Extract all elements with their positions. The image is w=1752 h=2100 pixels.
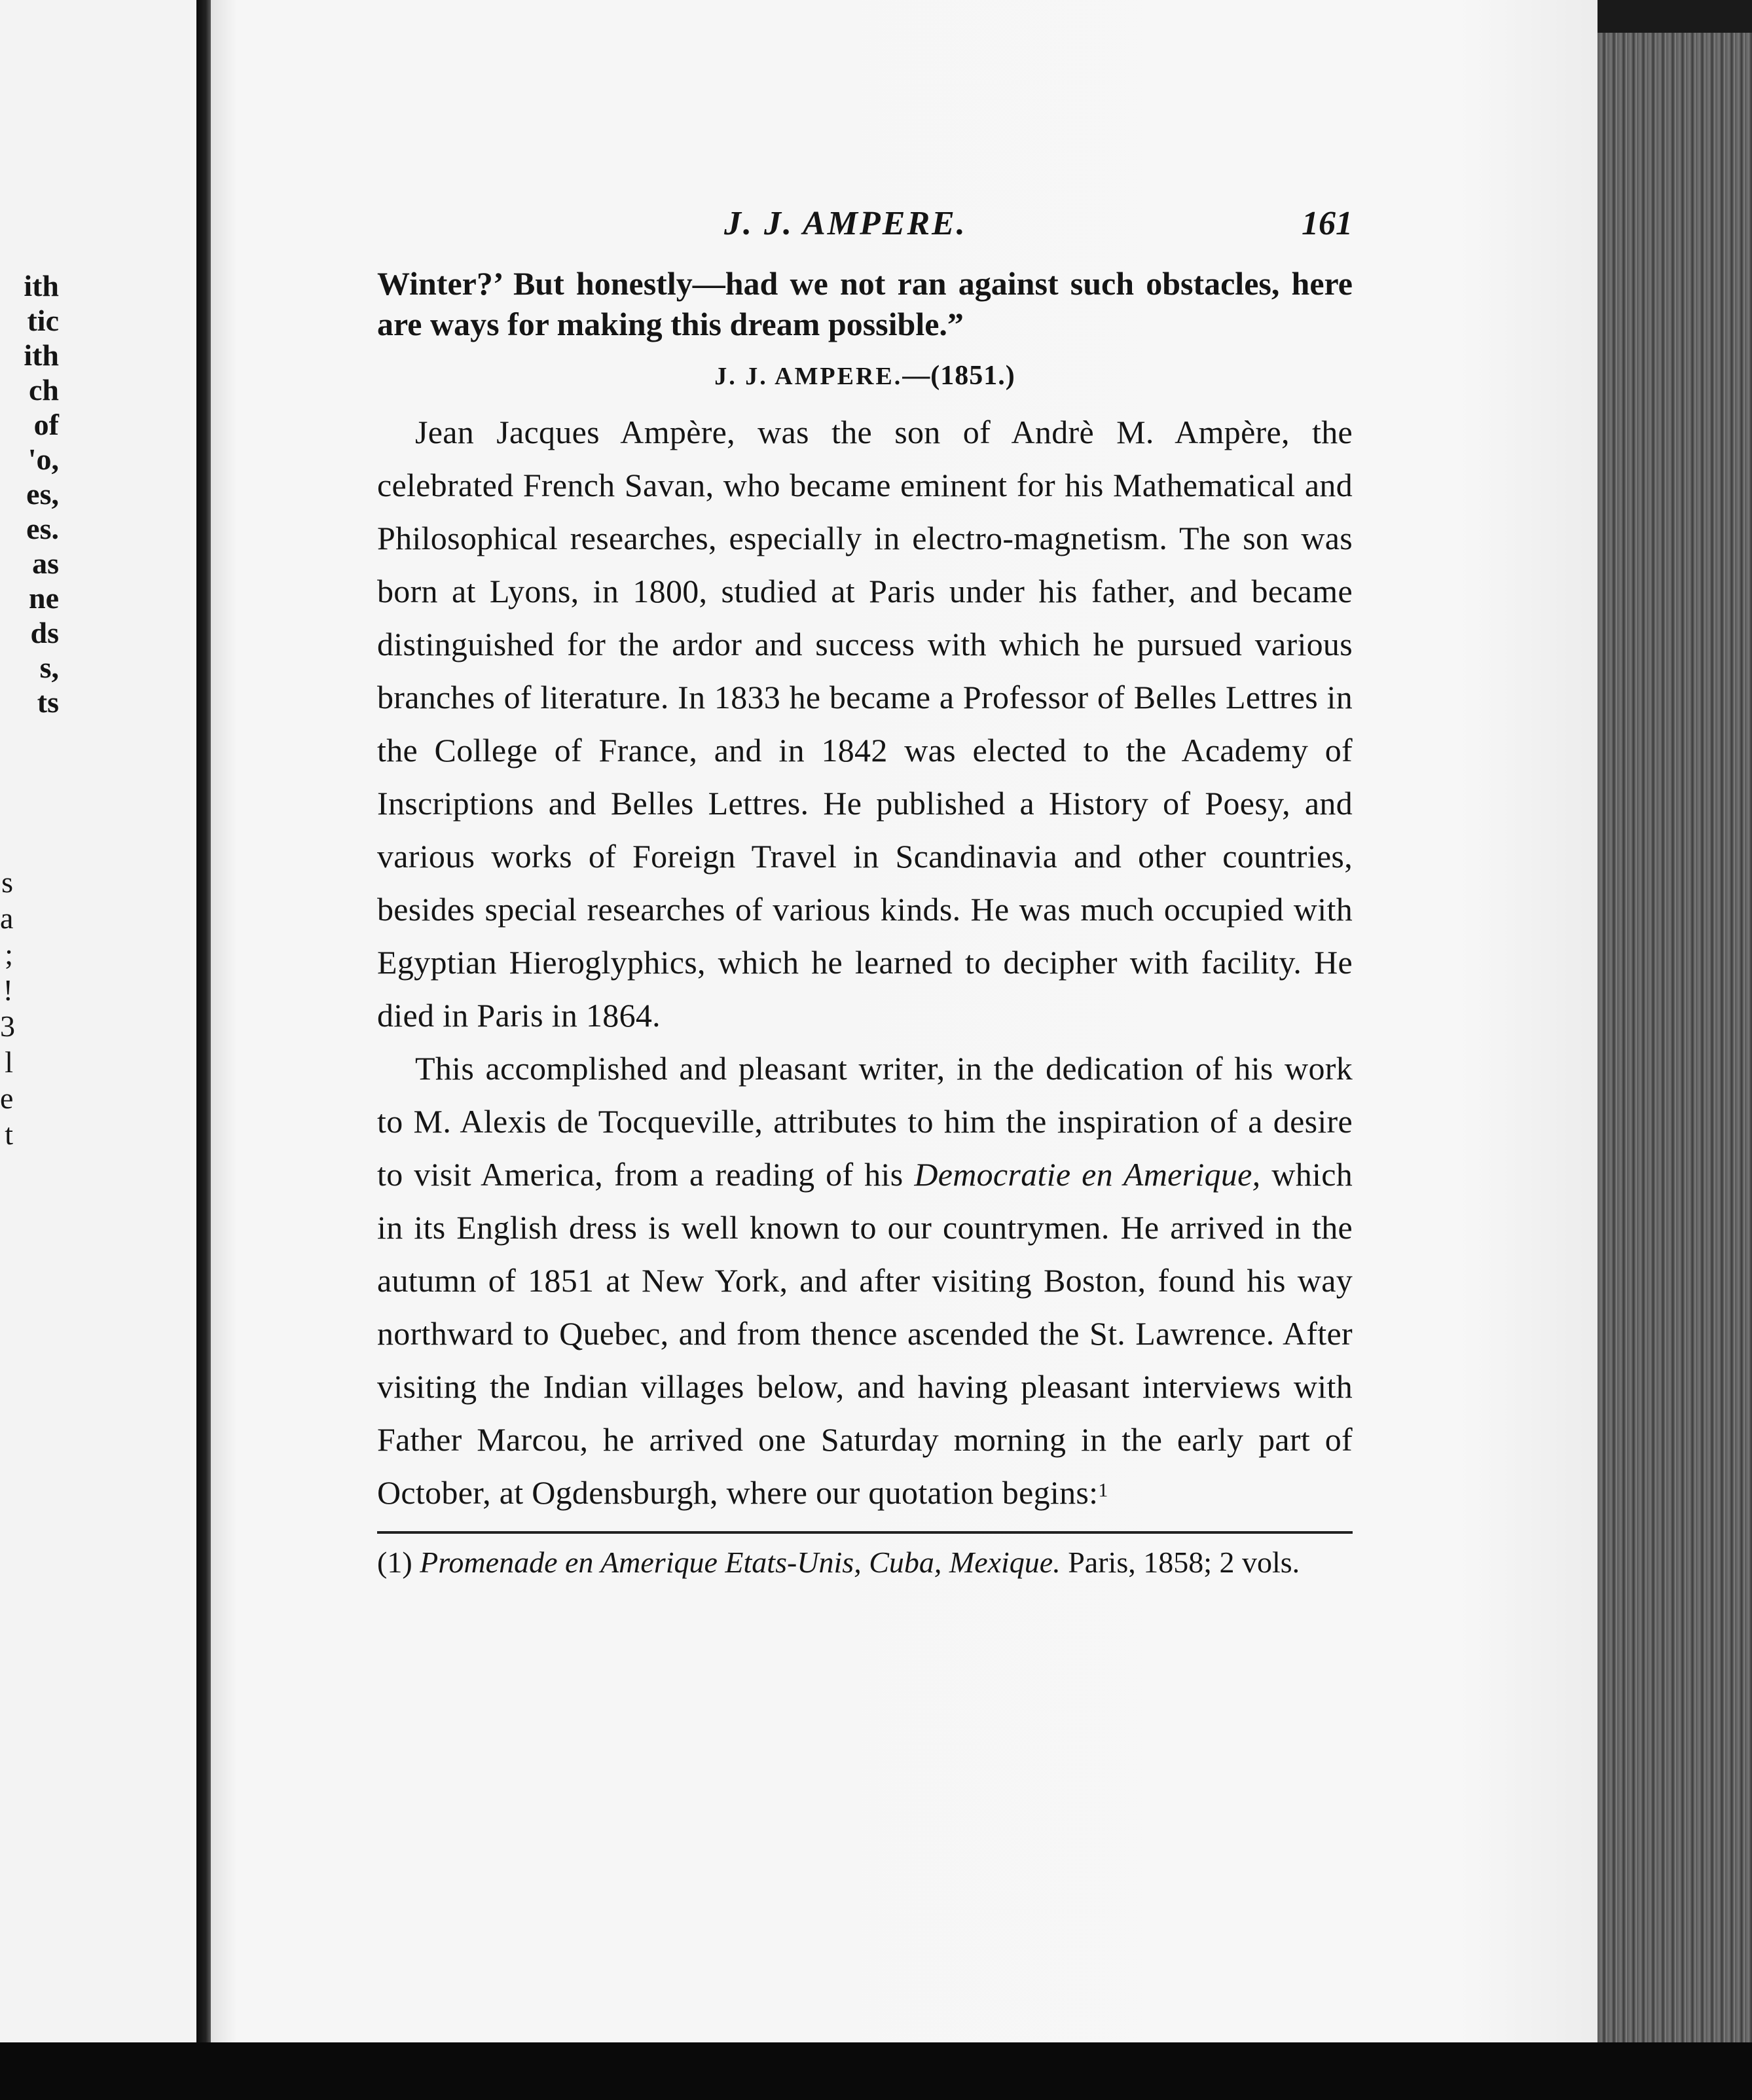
fragment: ne: [29, 581, 59, 615]
fragment: l: [5, 1045, 13, 1079]
fragment: tic: [27, 304, 59, 337]
previous-page-lower-fragments: [0, 864, 13, 1152]
footnote-marker: (1): [377, 1546, 412, 1579]
book-title: Democratie en Amerique,: [914, 1156, 1261, 1193]
footnote: [377, 1543, 1353, 1582]
page-text-block: [377, 196, 1353, 1582]
fragment: 'o,: [27, 443, 59, 476]
fragment: s,: [39, 651, 59, 684]
fragment: ith: [24, 338, 59, 372]
footnote-title: Promenade en Amerique Etats-Unis, Cuba, Mexique.: [420, 1546, 1061, 1579]
previous-page: [0, 0, 196, 2042]
fragment: es,: [26, 477, 59, 511]
previous-page-text-fragments: [0, 268, 59, 719]
footnote-divider: [377, 1531, 1353, 1534]
fragment: !: [3, 973, 13, 1007]
section-heading-name: J. J. AMPERE.: [714, 363, 903, 390]
paragraph-biography: Jean Jacques Ampère, was the son of Andrè M. Ampère, the celebrated French Savan, who became eminent for his Mathematical and Philosophical researches, especially in electro-magnetism. The son was born at Lyons, in 1800, studied at Paris under his father, and became distinguished for the ardor and success with which he pursued various branches of literature. In 1833 he became a Professor of Belles Lettres in the College of France, and in 1842 was elected to the Academy of Inscriptions and Belles Lettres. He published a History of Poesy, and various works of Foreign Travel in Scandinavia and other countries, besides special researches of various kinds. He was much occupied with Egyptian Hieroglyphics, which he learned to decipher with facility. He died in Paris in 1864.: [377, 414, 1353, 1034]
fragment: ch: [29, 373, 59, 407]
fragment: ds: [30, 616, 59, 649]
book-cover-edge: [1597, 0, 1752, 33]
fragment: es.: [26, 512, 59, 545]
section-heading: [377, 360, 1353, 391]
fragment: e: [0, 1081, 14, 1115]
running-head-title: J. J. AMPERE.: [724, 205, 967, 242]
fragment: ith: [24, 269, 59, 302]
fragment: s: [1, 865, 13, 899]
page-number: 161: [1302, 205, 1353, 242]
footnote-reference: 1: [1098, 1479, 1108, 1501]
footnote-publication: Paris, 1858; 2 vols.: [1068, 1546, 1300, 1579]
fragment: ;: [5, 937, 13, 971]
fragment: t: [5, 1117, 13, 1151]
page-stack-edge: [1597, 0, 1752, 2069]
book-gutter: [196, 0, 212, 2055]
fragment: of: [33, 408, 59, 441]
fragment: 3: [0, 1009, 15, 1043]
paragraph-text: which in its English dress is well known to our countrymen. He arrived in the autumn of 1851 at New York, and after visiting Boston, found his way northward to Quebec, and from thence ascended the St. Lawrence. After visiting the Indian villages below, and having pleasant interviews with Father Marcou, he arrived one Saturday morning in the early part of October, at Ogdensburgh, where our quotation begins:: [377, 1156, 1353, 1511]
fragment: a: [0, 901, 14, 935]
paragraph-text: This accomplished and pleasant writer, in the dedication of his work to M. Alexis de Tocqueville, attributes to him the inspiration of a desire to visit America, from a reading of his: [377, 1050, 1353, 1193]
running-head: [377, 196, 1353, 249]
quote-ending: Winter?’ But honestly—had we not ran against such obstacles, here are ways for making this dream possible.”: [377, 265, 1353, 342]
scan-bottom-edge: [0, 2042, 1752, 2100]
fragment: as: [32, 547, 59, 580]
body-text: [377, 406, 1353, 1519]
section-heading-date: —(1851.): [902, 361, 1015, 391]
paragraph-travel: [377, 1042, 1353, 1519]
fragment: ts: [37, 685, 59, 719]
